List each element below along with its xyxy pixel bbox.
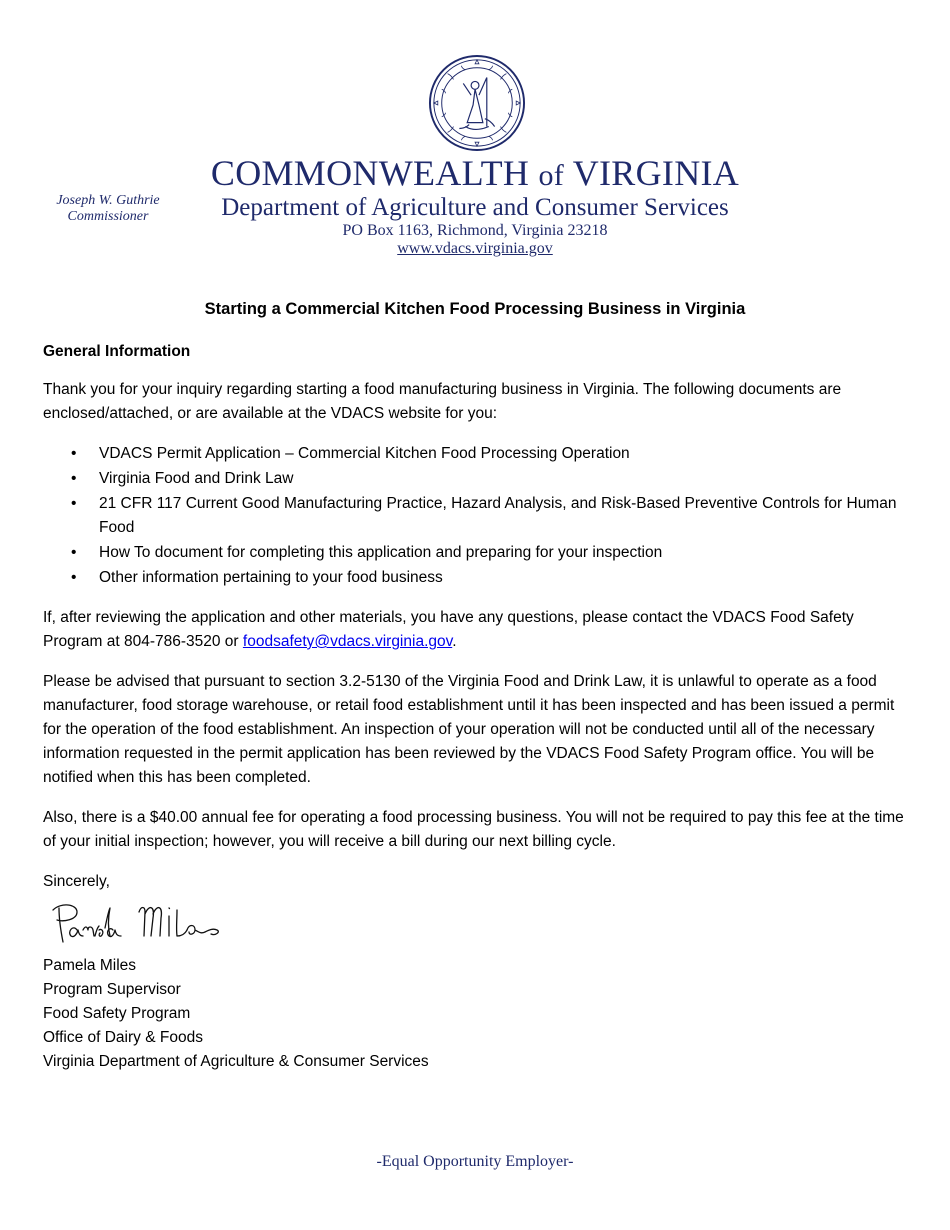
contact-email-link[interactable]: foodsafety@vdacs.virginia.gov bbox=[242, 633, 453, 650]
contact-end: . bbox=[452, 633, 457, 650]
department-name: Department of Agriculture and Consumer Services bbox=[221, 194, 729, 221]
contact-text: If, after reviewing the application and other materials, you have any questions, please contact the VDACS Food Safety Program at 804-786-3520 or bbox=[43, 609, 854, 650]
title-part1: COMMONWEALTH bbox=[210, 153, 539, 193]
bullet-icon: • bbox=[71, 569, 77, 586]
title-of: of bbox=[538, 159, 565, 192]
list-item bbox=[71, 541, 913, 565]
list-item bbox=[71, 566, 913, 590]
list-item-text: Virginia Food and Drink Law bbox=[99, 470, 294, 487]
bullet-icon: • bbox=[71, 495, 77, 512]
letter-body bbox=[43, 340, 913, 1074]
list-item-text: How To document for completing this application and preparing for your inspection bbox=[99, 544, 663, 561]
fee-paragraph: Also, there is a $40.00 annual fee for operating a food processing business. You will not be required to pay this fee at the time of your initial inspection; however, you will receive a bill during our next billing cycle. bbox=[43, 809, 904, 850]
list-item bbox=[71, 467, 913, 491]
list-item bbox=[71, 442, 913, 466]
website-link[interactable] bbox=[0, 240, 950, 258]
signer-name: Pamela Miles bbox=[43, 957, 137, 974]
bullet-icon: • bbox=[71, 445, 77, 462]
signer-agency: Virginia Department of Agriculture & Consumer Services bbox=[43, 1053, 429, 1070]
virginia-seal-icon bbox=[428, 54, 526, 152]
contact-paragraph bbox=[43, 606, 913, 654]
document-title: Starting a Commercial Kitchen Food Processing Business in Virginia bbox=[204, 300, 746, 318]
title-part2: VIRGINIA bbox=[564, 153, 740, 193]
signer-program: Food Safety Program bbox=[43, 1005, 191, 1022]
list-item-text: VDACS Permit Application – Commercial Kitchen Food Processing Operation bbox=[99, 445, 630, 462]
intro-paragraph: Thank you for your inquiry regarding starting a food manufacturing business in Virginia. The following documents are enclosed/attached, or are available at the VDACS website for you: bbox=[43, 381, 842, 422]
signature-image bbox=[47, 900, 257, 950]
closing: Sincerely, bbox=[43, 873, 110, 890]
list-item bbox=[71, 492, 913, 540]
commissioner-title: Commissioner bbox=[67, 209, 149, 224]
advisory-paragraph: Please be advised that pursuant to section 3.2-5130 of the Virginia Food and Drink Law, it is unlawful to operate as a food manufacturer, food storage warehouse, or retail food establishment until it has been inspected and has been issued a permit for the operation of the food establishment. An inspection of your operation will not be conducted until all of the necessary information requested in the permit application has been reviewed by the VDACS Food Safety Program office. You will be notified when this has been completed. bbox=[43, 673, 895, 786]
commissioner-name: Joseph W. Guthrie bbox=[56, 193, 160, 208]
bullet-icon: • bbox=[71, 544, 77, 561]
letterhead-title bbox=[0, 152, 950, 194]
signer-title: Program Supervisor bbox=[43, 981, 181, 998]
signature-block bbox=[43, 954, 913, 1074]
mailing-address: PO Box 1163, Richmond, Virginia 23218 bbox=[342, 222, 608, 239]
list-item-text: 21 CFR 117 Current Good Manufacturing Practice, Hazard Analysis, and Risk-Based Preventive Controls for Human Food bbox=[99, 495, 897, 536]
website-text[interactable]: www.vdacs.virginia.gov bbox=[397, 240, 553, 257]
footer-text: -Equal Opportunity Employer- bbox=[376, 1153, 574, 1170]
signer-office: Office of Dairy & Foods bbox=[43, 1029, 203, 1046]
bullet-icon: • bbox=[71, 470, 77, 487]
section-heading: General Information bbox=[43, 343, 191, 360]
list-item-text: Other information pertaining to your food business bbox=[99, 569, 443, 586]
document-list bbox=[43, 442, 913, 590]
